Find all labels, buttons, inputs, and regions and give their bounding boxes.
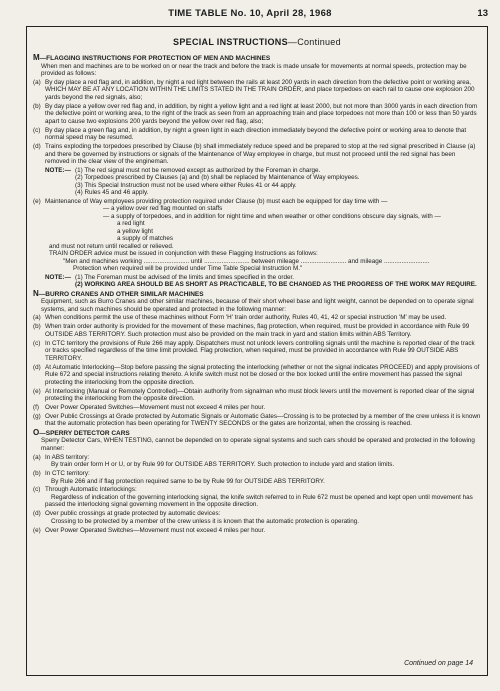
list-item: (e) At Interlocking (Manual or Remotely Controlled)—Obtain authority from signalman who must block levers until the movement is reported clear of the signal protecting the interlocking from the opposite direction. <box>33 387 475 402</box>
instructions-frame <box>26 26 488 676</box>
section-n-heading <box>33 290 481 299</box>
list-item: (d) At Automatic Interlocking—Stop before passing the signal protecting the interlocking (whether or not the signal indicates PROCEED) and apply provisions of Rule 672 and special instructions relating thereto. A knife switch must not be closed or the box locked until the entire movement has passed the signal protecting the interlocking from the opposite direction. <box>33 363 480 386</box>
section-o <box>33 429 481 534</box>
list-item: (c) In CTC territory the provisions of Rule 266 may apply. Dispatchers must not unlock levers controlling signals until the machine is reported clear of the track or tracks specified regardless of the time limit provided. Flag protection, when required, must be provided in accordance with Rule 99 OUTSIDE ABS TERRITORY. <box>33 339 475 362</box>
section-m-heading <box>33 54 481 63</box>
section-title <box>33 37 481 47</box>
order-form-text: "Men and machines working .......................... until .......................... between mileage .......................... and mileage .......................... <box>63 257 430 265</box>
night-equipment-list: a red light a yellow light a supply of matches <box>117 220 174 243</box>
section-intro: Sperry Detector Cars, WHEN TESTING, cannot be depended on to operate signal systems and such cars should be operated and protected in the following manner: <box>41 437 475 452</box>
page-number: 13 <box>477 8 488 19</box>
list-item: (e) Over Power Operated Switches—Movement must not exceed 4 miles per hour. <box>33 526 266 534</box>
list-item: (b) By day place a yellow over red flag and, in addition, by night a yellow light and a red light at least 2000, but not more than 3000 yards in each direction from the defective point or working area, to the right of the track as seen from an approaching train and place torpedoes not more than 100 or less than 50 yards apart to cause two explosions 200 yards beyond the yellow over red flag, also; <box>33 102 478 125</box>
note-block: NOTE:— (1) The red signal must not be removed except as authorized by the Foreman in charge. (2) Torpedoes prescribed by Clauses (a) and (b) shall be replaced by Maintenance of Way employees. (3) This Special Instruction must not be used where either Rules 41 or 44 apply. (4) Rules 45 and 46 apply. <box>45 166 360 197</box>
list-item: (f) Over Power Operated Switches—Movement must not exceed 4 miles per hour. <box>33 403 266 411</box>
list-item: (c) Through Automatic Interlockings: Regardless of indication of the governing interlocking signal, the knife switch referred to in Rule 672 must be opened and kept open until movement has passed the interlocking signal governing movement in the opposite direction. <box>33 486 473 509</box>
list-item: (d) Over public crossings at grade protected by automatic devices: Crossing to be protected by a member of the crew unless it is known that the automatic protection is operating. <box>33 510 360 525</box>
section-heading-text: —BURRO CRANES AND OTHER SIMILAR MACHINES <box>38 290 204 298</box>
section-letter: N <box>33 288 39 298</box>
section-m: M—FLAGGING INSTRUCTIONS FOR PROTECTION OF MEN AND MACHINES When men and machines are to be worked on or near the track and before the track is made unsafe for movements at normal speeds, protection may be provided as follows: (a) By day place a red flag and, in addition, by night a red light between the rails at least 200 yards in each direction from the defective point or working area, WHICH MAY BE AT ANY LOCATION WITHIN THE LIMITS STATED IN THE TRAIN ORDER, and place torpedoes on each rail to cause one explosion 200 yards beyond the red signals, also; (b) By day place a yellow over red flag and, in addition, by night a yellow light and a red light at least 2000, but not more than 3000 yards in each direction from the defective point or working area, to the right of the track as seen from an approaching train and place torpedoes not more than 100 or less than 50 yards apart to cause two explosions 200 yards beyond the yellow over red flag, also; (c) By day place a green flag and, in addition, by night a green light in each direction immediately beyond the defective point or working area to denote that normal speed may be resumed. (d) Trains exploding the torpedoes prescribed by Clause (b) shall immediately reduce speed and be prepared to stop at the red signal prescribed in Clause (a) and there be governed by instructions or signals of the Maintenance of Way employee in charge, but must not proceed until the red signal has been removed in the clear view of the engineman. NOTE:— (1) The red signal must not be removed except as authorized by the Foreman in charge. (2) Torpedoes prescribed by Clauses (a) and (b) shall be replaced by Maintenance of Way employees. (3) This Special Instruction must not be used where either Rules 41 or 44 apply. (4) Rules 45 and 46 apply. (e) Maintenance of Way employees providing protection required under Clause (b) must each be equipped for day time with — — a yellow over red flag mounted on staffs — a supply of torpedoes, and in addition for night time and when weather or other conditions obscure day signals, with — a red light a yellow light a supply of matches and must not return until recalled or relieved. TRAIN ORDER advice must be issued in conjunction with these Flagging Instructions as follows: "Men and machines working .......................... until .......................... between mileage .......................... and mileage .......................... Protection when required will be provided under Time Table Special Instruction M." NOTE:— (1) The Foreman must be advised of the limits and times specified in the order. (2) WORKING AREA SHOULD BE AS SHORT AS PRACTICABLE, TO BE CHANGED AS THE PROGRESS OF THE WORK MAY REQUIRE. <box>33 54 481 289</box>
section-intro: Equipment, such as Burro Cranes and other similar machines, because of their short wheel base and light weight, cannot be depended on to operate signal systems, and such machines should be operated and protected in the following manner: <box>41 298 474 313</box>
section-n <box>33 290 481 428</box>
list-item: (e) Maintenance of Way employees providing protection required under Clause (b) must each be equipped for day time with — <box>33 197 388 205</box>
list-item: (a) In ABS territory: By train order form H or U, or by Rule 99 for OUTSIDE ABS TERRITORY. Such protection to include yard and station limits. <box>33 453 395 469</box>
section-o-heading <box>33 429 481 438</box>
section-letter: M <box>33 53 40 62</box>
section-heading-text: —SPERRY DETECTOR CARS <box>39 429 130 437</box>
list-item: (a) By day place a red flag and, in addition, by night a red light between the rails at least 200 yards in each direction from the defective point or working area, WHICH MAY BE AT ANY LOCATION WITHIN THE LIMITS STATED IN THE TRAIN ORDER, and place torpedoes on each rail to cause one explosion 200 yards beyond the red signals, also; <box>33 78 475 101</box>
continued-note: Continued on page 14 <box>404 660 473 667</box>
list-item: (a) When conditions permit the use of these machines without Form 'H' train order authority, Rules 40, 41, 42 or special instruction 'M' may be used. <box>33 314 447 322</box>
page-header <box>0 8 500 22</box>
note-block: NOTE:— (1) The Foreman must be advised of the limits and times specified in the order. (2) WORKING AREA SHOULD BE AS SHORT AS PRACTICABLE, TO BE CHANGED AS THE PROGRESS OF THE WORK MAY REQUIRE. <box>45 273 477 289</box>
section-intro: When men and machines are to be worked on or near the track and before the track is made unsafe for movements at normal speeds, protection may be provided as follows: <box>41 62 467 77</box>
list-item: (b) In CTC territory: By Rule 266 and if flag protection required same to be by Rule 99 for OUTSIDE ABS TERRITORY. <box>33 470 325 485</box>
section-heading-text: —FLAGGING INSTRUCTIONS FOR PROTECTION OF MEN AND MACHINES <box>39 55 271 62</box>
list-item: (g) Over Public Crossings at Grade protected by Automatic Signals or Automatic Gates—Crossing is to be protected by a member of the crew unless it is known that the automatic protection has been operating for TWENTY SECONDS or the gates are horizontal, when the crossing is reached. <box>33 412 481 428</box>
list-item: (d) Trains exploding the torpedoes prescribed by Clause (b) shall immediately reduce speed and be prepared to stop at the red signal prescribed in Clause (a) and there be governed by instructions or signals of the Maintenance of Way employee in charge, but must not proceed until the red signal has been removed in the clear view of the engineman. <box>33 143 476 166</box>
section-title-main: SPECIAL INSTRUCTIONS <box>173 37 288 47</box>
section-title-sub: —Continued <box>287 37 341 47</box>
equipment-list: — a yellow over red flag mounted on staffs — a supply of torpedoes, and in addition for night time and when weather or other conditions obscure day signals, with — <box>103 205 441 220</box>
section-letter: O <box>33 427 40 437</box>
timetable-title: TIME TABLE No. 10, April 28, 1968 <box>168 8 332 19</box>
list-item: (b) When train order authority is provided for the movement of these machines, flag protection, when required, must be provided in accordance with Rule 99 OUTSIDE ABS TERRITORY. Such protection must also be provided on the main track in yard and station limits within ABS Territory. <box>33 323 470 338</box>
list-item: (c) By day place a green flag and, in addition, by night a green light in each direction immediately beyond the defective point or working area to denote that normal speed may be resumed. <box>33 126 467 142</box>
